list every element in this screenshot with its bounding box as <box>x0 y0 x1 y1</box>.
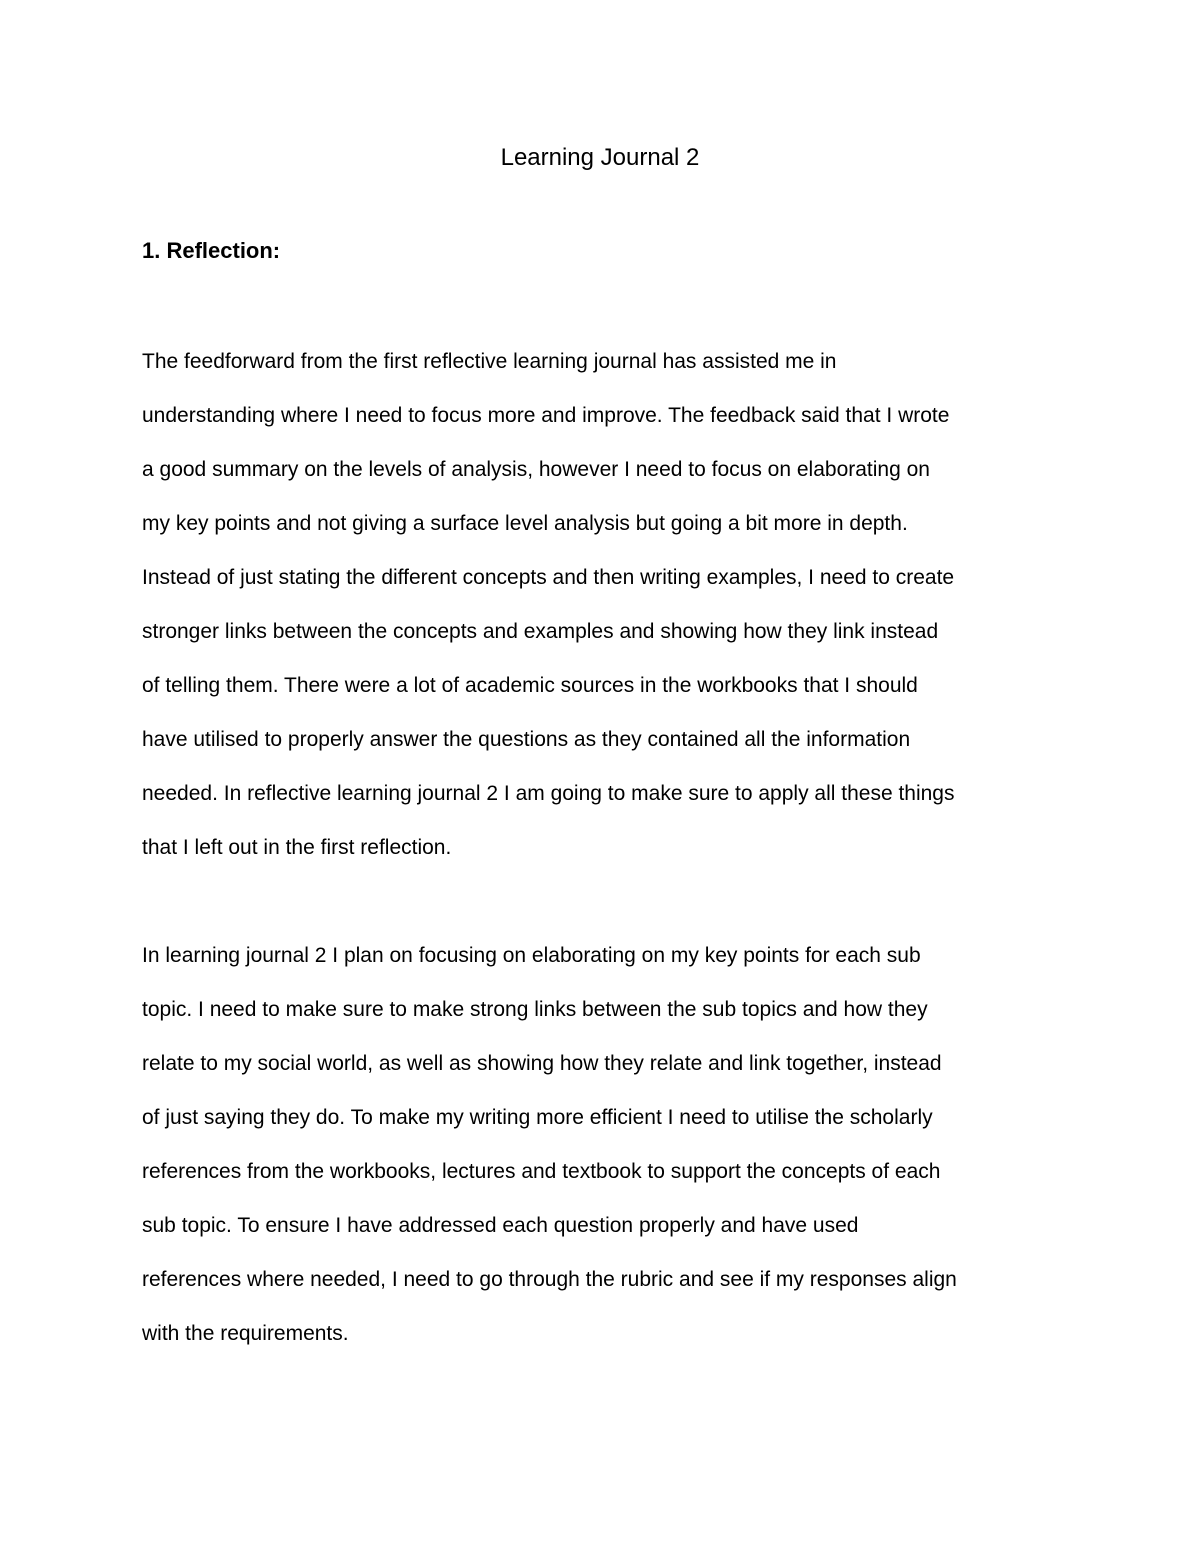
paragraph-line: my key points and not giving a surface level analysis but going a bit more in depth. <box>142 512 908 535</box>
paragraph-line: sub topic. To ensure I have addressed each question properly and have used <box>142 1214 859 1237</box>
paragraph-line: references from the workbooks, lectures and textbook to support the concepts of each <box>142 1160 941 1183</box>
paragraph-line: stronger links between the concepts and examples and showing how they link instead <box>142 620 939 643</box>
paragraph-line: relate to my social world, as well as showing how they relate and link together, instead <box>142 1052 942 1075</box>
paragraph-line: Instead of just stating the different concepts and then writing examples, I need to create <box>142 566 955 589</box>
paragraph-line: of just saying they do. To make my writing more efficient I need to utilise the scholarly <box>142 1106 933 1129</box>
paragraph-line: needed. In reflective learning journal 2 I am going to make sure to apply all these things <box>142 782 955 805</box>
paragraph-line: The feedforward from the first reflective learning journal has assisted me in <box>142 350 837 373</box>
paragraph-line: that I left out in the first reflection. <box>142 836 452 859</box>
paragraph-line: understanding where I need to focus more and improve. The feedback said that I wrote <box>142 404 950 427</box>
paragraph-line: have utilised to properly answer the questions as they contained all the information <box>142 728 911 751</box>
paragraph-line: a good summary on the levels of analysis, however I need to focus on elaborating on <box>142 458 930 481</box>
paragraph-line: topic. I need to make sure to make strong links between the sub topics and how they <box>142 998 928 1021</box>
paragraph-line: In learning journal 2 I plan on focusing on elaborating on my key points for each sub <box>142 944 921 967</box>
paragraph-line: with the requirements. <box>142 1322 349 1345</box>
section-heading: 1. Reflection: <box>142 238 281 263</box>
paragraph-line: of telling them. There were a lot of academic sources in the workbooks that I should <box>142 674 918 697</box>
paragraph-line: references where needed, I need to go through the rubric and see if my responses align <box>142 1268 957 1291</box>
document-title: Learning Journal 2 <box>500 144 700 171</box>
